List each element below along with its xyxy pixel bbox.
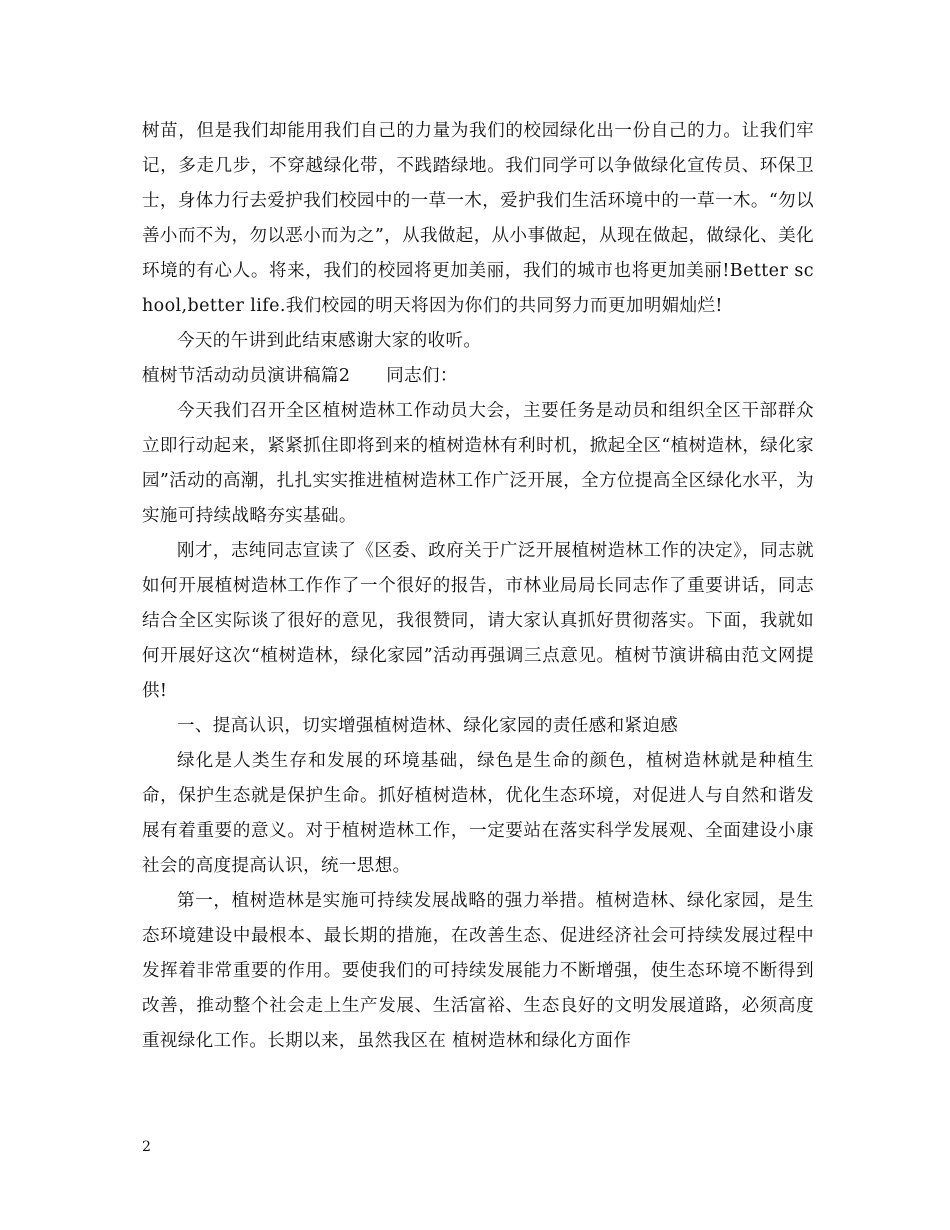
document-body bbox=[142, 114, 814, 1059]
paragraph-6: 绿化是人类生存和发展的环境基础，绿色是生命的颜色，植树造林就是种植生命，保护生态就是保护生命。抓好植树造林，优化生态环境，对促进人与自然和谐发展有着重要的意义。对于植树造林工作，一定要站在落实科学发展观、全面建设小康社会的高度提高认识，统一思想。 bbox=[142, 751, 814, 876]
paragraph-1: 树苗，但是我们却能用我们自己的力量为我们的校园绿化出一份自己的力。让我们牢记，多走几步，不穿越绿化带，不践踏绿地。我们同学可以争做绿化宣传员、环保卫士，身体力行去爱护我们校园中的一草一木，爱护我们生活环境中的一草一木。“勿以善小而不为，勿以恶小而为之”，从我做起，从小事做起，从现在做起，做绿化、美化环境的有心人。将来，我们的校园将更加美丽，我们的城市也将更加美丽!Better school,better life.我们校园的明天将因为你们的共同努力而更加明媚灿烂! bbox=[142, 121, 814, 316]
paragraph-2: 今天的午讲到此结束感谢大家的收听。 bbox=[177, 331, 482, 351]
paragraph-5: 一、提高认识，切实增强植树造林、绿化家园的责任感和紧迫感 bbox=[177, 716, 679, 736]
paragraph-7: 第一，植树造林是实施可持续发展战略的强力举措。植树造林、绿化家园，是生态环境建设中最根本、最长期的措施，在改善生态、促进经济社会可持续发展过程中发挥着非常重要的作用。要使我们的可持续发展能力不断增强，使生态环境不断得到改善，推动整个社会走上生产发展、生活富裕、生态良好的文明发展道路，必须高度重视绿化工作。长期以来，虽然我区在 植树造林和绿化方面作 bbox=[142, 891, 814, 1051]
page-number: 2 bbox=[142, 1139, 151, 1155]
paragraph-3: 今天我们召开全区植树造林工作动员大会，主要任务是动员和组织全区干部群众立即行动起来，紧紧抓住即将到来的植树造林有利时机，掀起全区“植树造林，绿化家园”活动的高潮，扎扎实实推进植树造林工作广泛开展，全方位提高全区绿化水平，为实施可持续战略夯实基础。 bbox=[142, 401, 814, 526]
paragraph-4: 刚才，志纯同志宣读了《区委、政府关于广泛开展植树造林工作的决定》，同志就如何开展植树造林工作作了一个很好的报告，市林业局局长同志作了重要讲话，同志结合全区实际谈了很好的意见，我很赞同，请大家认真抓好贯彻落实。下面，我就如何开展好这次“植树造林，绿化家园”活动再强调三点意见。植树节演讲稿由范文网提供! bbox=[142, 541, 814, 701]
section-heading: 植树节活动动员演讲稿篇2 同志们： bbox=[142, 366, 458, 386]
